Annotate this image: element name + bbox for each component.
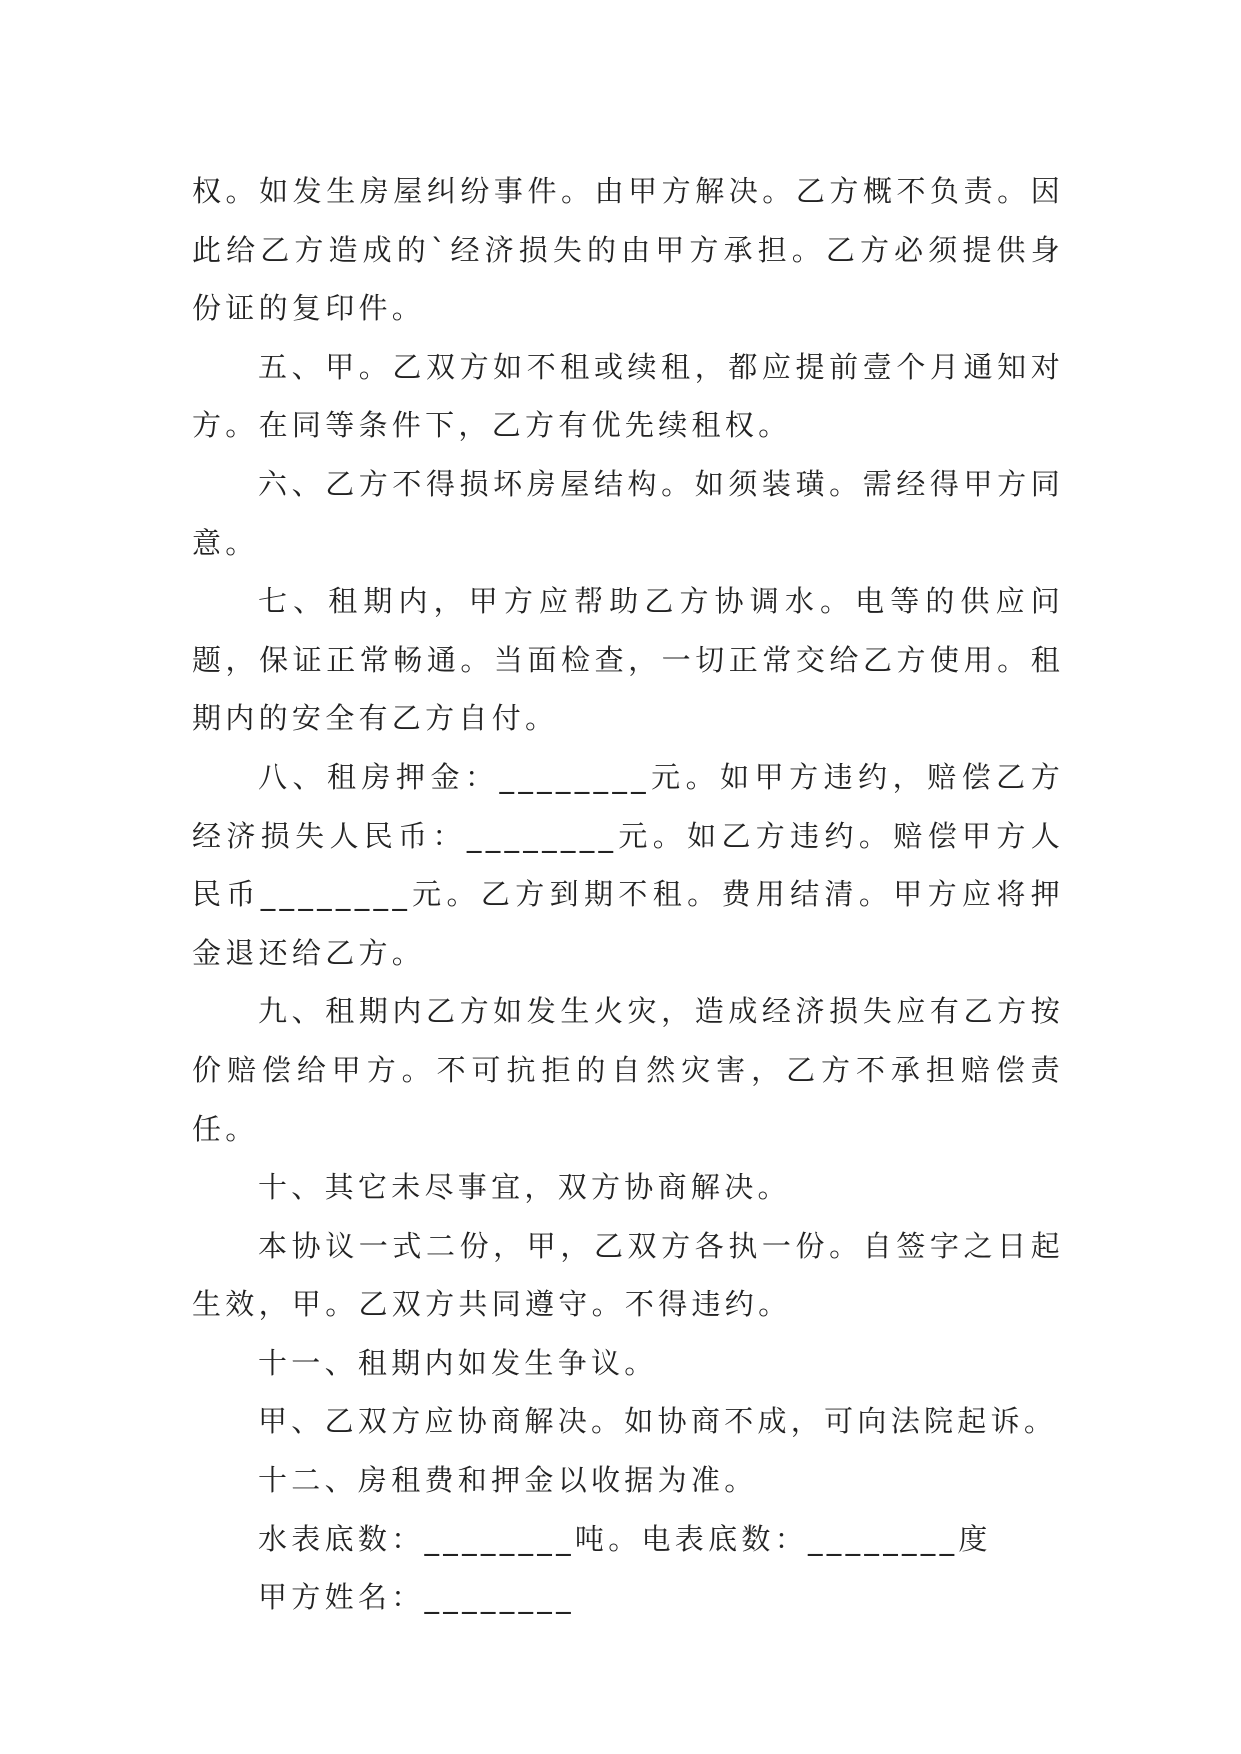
party-a-name-line: 甲方姓名：________ [258,1580,575,1615]
paragraph-clause-7: 七、租期内，甲方应帮助乙方协调水。电等的供应问题，保证正常畅通。当面检查，一切正常交给乙方使用。租期内的安全有乙方自付。 [192,584,1064,736]
paragraph-clause-9: 九、租期内乙方如发生火灾，造成经济损失应有乙方按价赔偿给甲方。不可抗拒的自然灾害，乙方不承担赔偿责任。 [192,994,1064,1146]
paragraph-clause-11: 十一、租期内如发生争议。 [258,1345,658,1380]
meter-readings-line: 水表底数：________吨。电表底数：________度 [258,1521,992,1556]
paragraph-agreement-copies: 本协议一式二份，甲，乙双方各执一份。自签字之日起生效，甲。乙双方共同遵守。不得违约。 [192,1228,1064,1322]
paragraph-clause-12: 十二、房租费和押金以收据为准。 [258,1463,758,1498]
paragraph-continued: 权。如发生房屋纠纷事件。由甲方解决。乙方概不负责。因此给乙方造成的`经济损失的由甲方承担。乙方必须提供身份证的复印件。 [192,174,1064,326]
paragraph-clause-6: 六、乙方不得损坏房屋结构。如须装璜。需经得甲方同意。 [192,466,1064,560]
document-body [192,162,1064,1627]
paragraph-dispute-resolution: 甲、乙双方应协商解决。如协商不成，可向法院起诉。 [258,1404,1058,1439]
paragraph-clause-10: 十、其它未尽事宜，双方协商解决。 [258,1170,791,1205]
paragraph-clause-5: 五、甲。乙双方如不租或续租，都应提前壹个月通知对方。在同等条件下，乙方有优先续租权。 [192,349,1064,443]
paragraph-clause-8: 八、租房押金：________元。如甲方违约，赔偿乙方经济损失人民币：________元。如乙方违约。赔偿甲方人民币________元。乙方到期不租。费用结清。甲方应将押金退还给乙方。 [192,759,1064,970]
